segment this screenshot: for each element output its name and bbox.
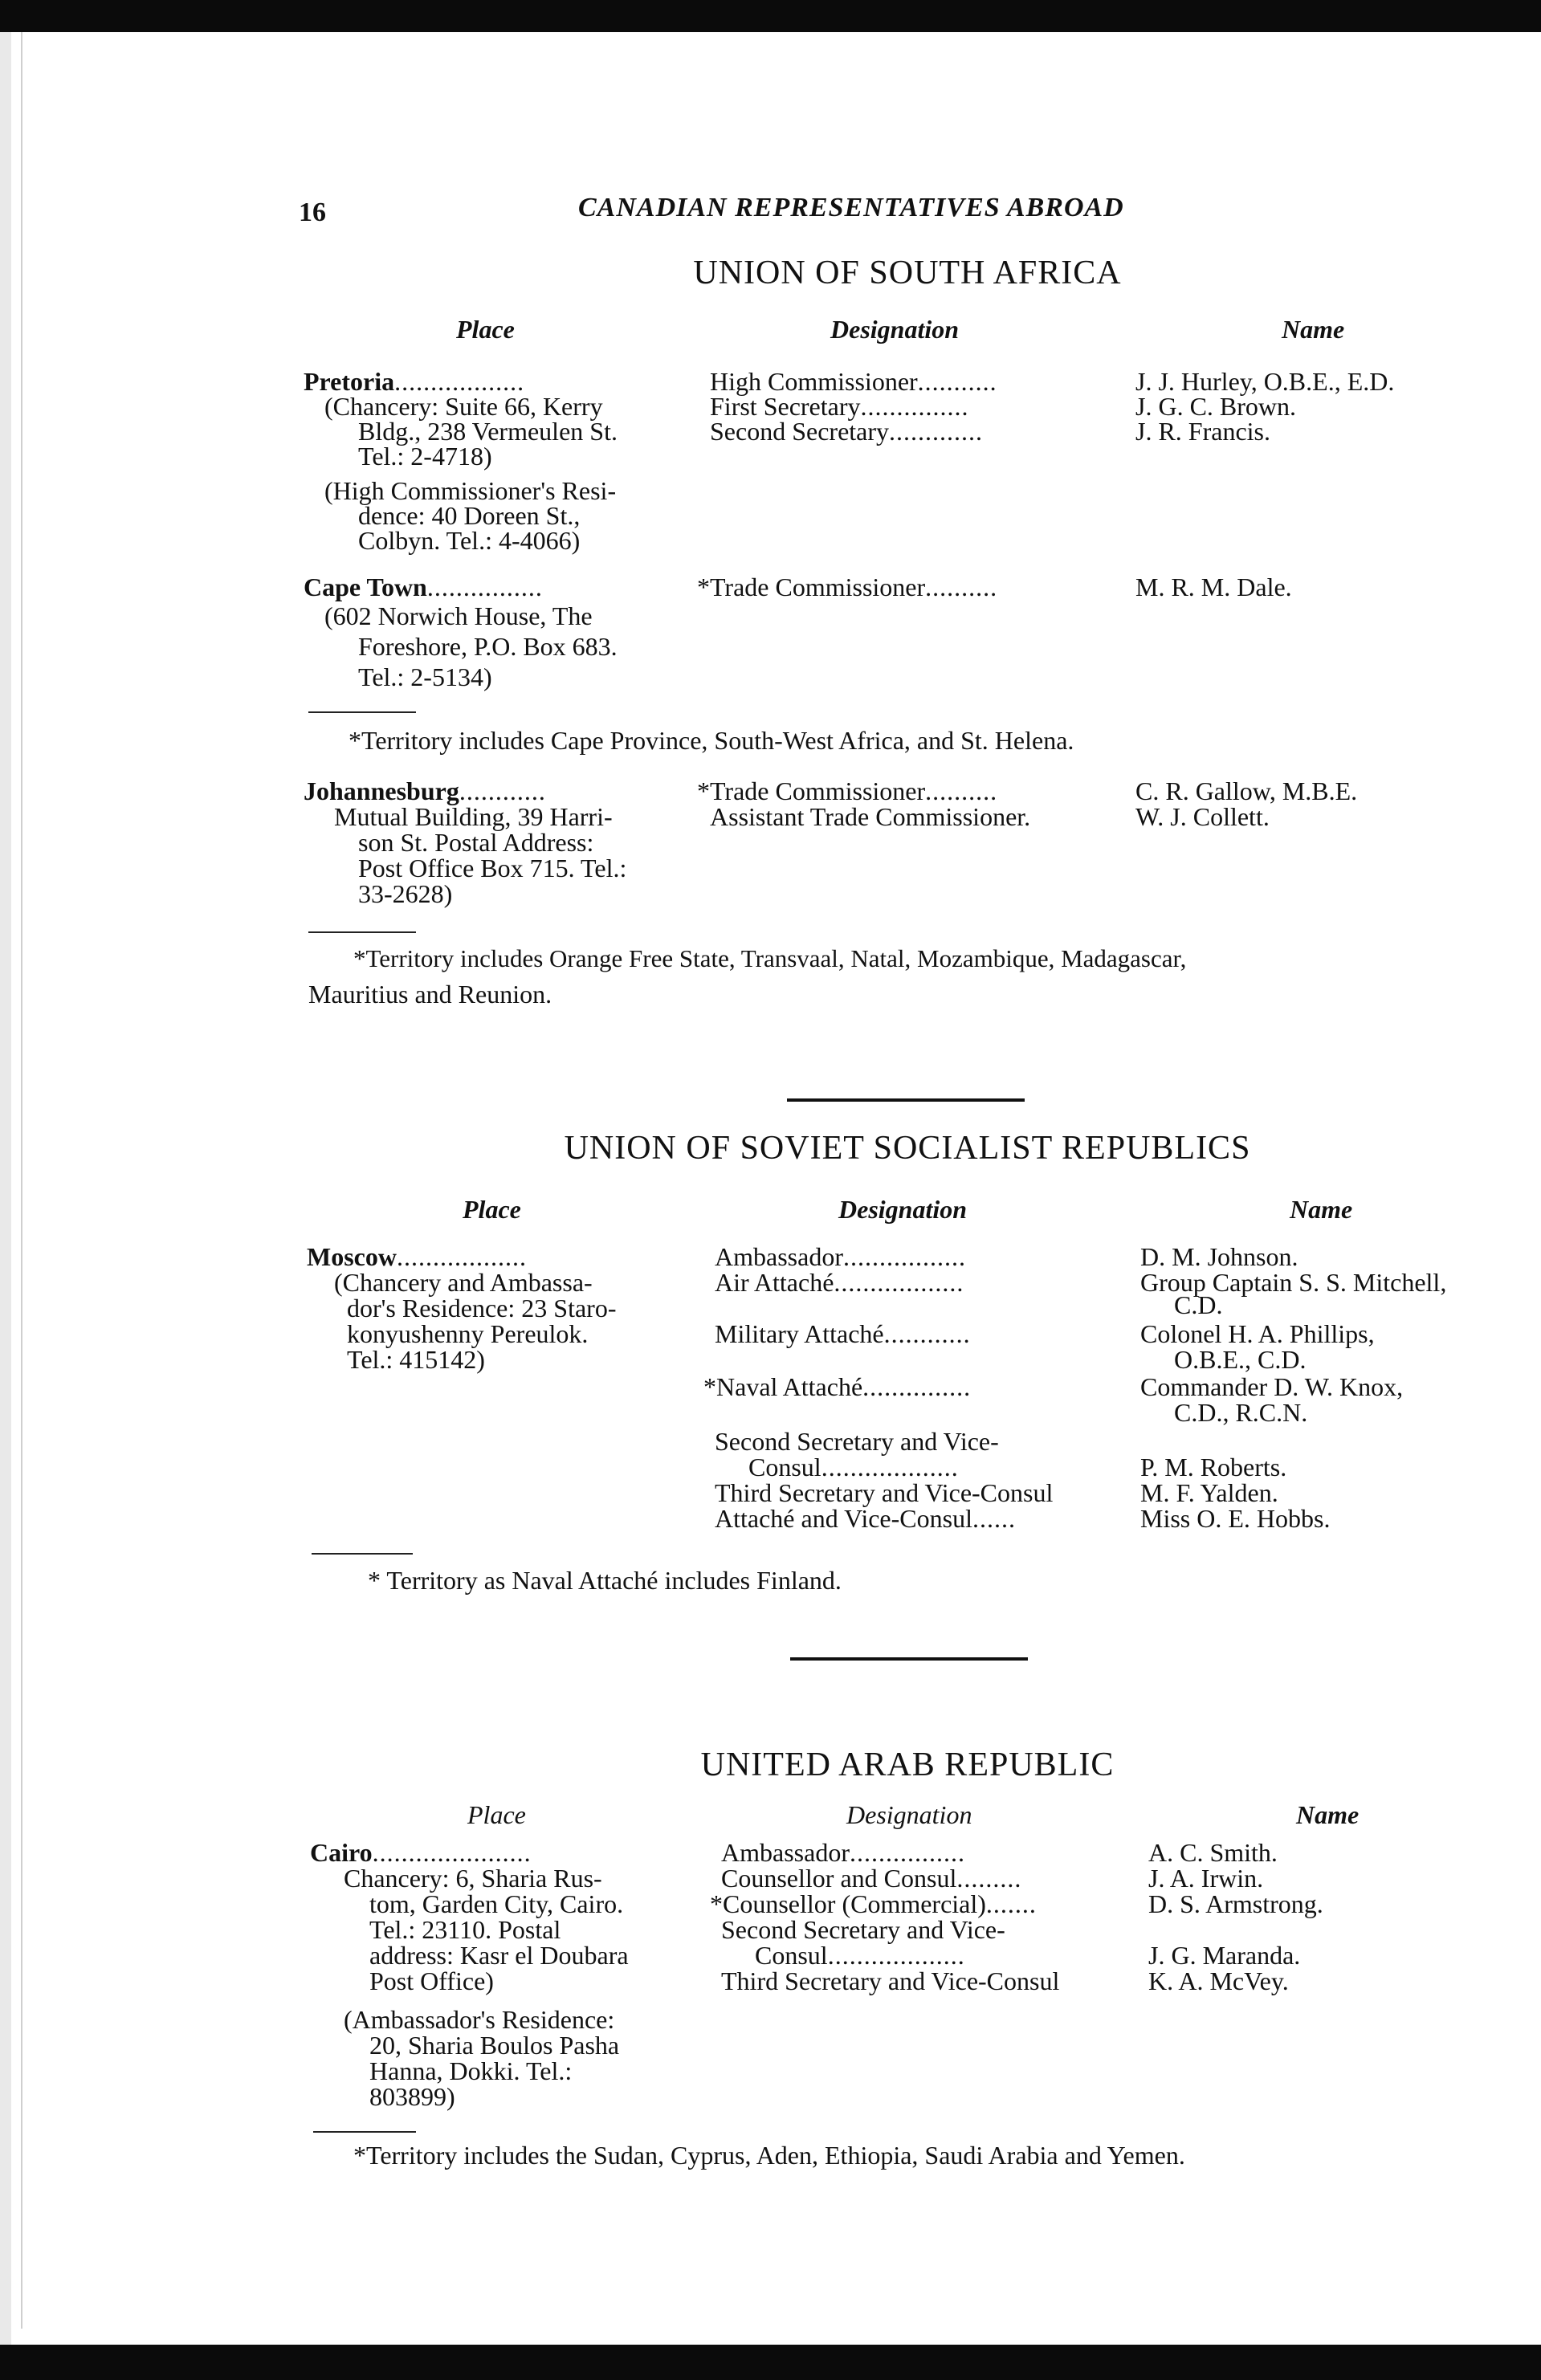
designation: *Trade Commissioner..........: [697, 776, 998, 805]
col-head-name: Name: [1282, 315, 1345, 344]
address-line: (Chancery: Suite 66, Kerry: [324, 392, 603, 421]
footnote-rule: [308, 711, 416, 713]
address-line: 20, Sharia Boulos Pasha: [369, 2031, 620, 2060]
name: K. A. McVey.: [1148, 1966, 1289, 1995]
address-line: Mutual Building, 39 Harri-: [334, 802, 613, 831]
footnote: *Territory includes the Sudan, Cyprus, Aden, Ethiopia, Saudi Arabia and Yemen.: [353, 2141, 1185, 2170]
name: C.D., R.C.N.: [1174, 1398, 1308, 1427]
address-line: son St. Postal Address:: [358, 828, 594, 857]
name: P. M. Roberts.: [1140, 1453, 1287, 1481]
col-head-designation: Designation: [846, 1800, 972, 1829]
footnote: Mauritius and Reunion.: [308, 980, 552, 1009]
section-title-uar: UNITED ARAB REPUBLIC: [700, 1746, 1115, 1783]
scan-left-shadow: [21, 32, 22, 2329]
address-line: (High Commissioner's Resi-: [324, 476, 617, 505]
footnote: *Territory includes Cape Province, South-West Africa, and St. Helena.: [349, 726, 1074, 755]
name: M. F. Yalden.: [1140, 1478, 1278, 1507]
place-cape-town: Cape Town................: [304, 573, 543, 601]
address-line: Tel.: 2-5134): [358, 662, 492, 691]
designation: Second Secretary and Vice-: [715, 1427, 999, 1456]
address-line: 803899): [369, 2082, 455, 2111]
designation: Ambassador................: [721, 1838, 965, 1867]
running-head: CANADIAN REPRESENTATIVES ABROAD: [578, 193, 1124, 222]
name: W. J. Collett.: [1135, 802, 1270, 831]
place-moscow: Moscow..................: [307, 1242, 527, 1271]
address-line: Post Office Box 715. Tel.:: [358, 854, 627, 882]
section-title-ussr: UNION OF SOVIET SOCIALIST REPUBLICS: [564, 1130, 1251, 1167]
name: D. M. Johnson.: [1140, 1242, 1298, 1271]
col-head-place: Place: [456, 315, 515, 344]
designation: High Commissioner...........: [710, 367, 997, 396]
address-line: 33-2628): [358, 879, 453, 908]
address-line: Bldg., 238 Vermeulen St.: [358, 417, 618, 446]
name: Colonel H. A. Phillips,: [1140, 1319, 1375, 1348]
name: J. G. C. Brown.: [1135, 392, 1297, 421]
address-line: dence: 40 Doreen St.,: [358, 501, 581, 530]
section-separator: [790, 1657, 1028, 1661]
address-line: konyushenny Pereulok.: [347, 1319, 589, 1348]
col-head-designation: Designation: [830, 315, 960, 344]
section-separator: [787, 1098, 1025, 1102]
footnote-rule: [312, 1553, 413, 1555]
designation: Third Secretary and Vice-Consul: [721, 1966, 1060, 1995]
scan-top-border: [0, 0, 1541, 32]
designation: Consul...................: [755, 1941, 965, 1970]
scan-left-edge: [0, 32, 11, 2345]
designation: Second Secretary.............: [710, 417, 984, 446]
address-line: tom, Garden City, Cairo.: [369, 1889, 624, 1918]
address-line: (Ambassador's Residence:: [344, 2005, 615, 2034]
section-title-south-africa: UNION OF SOUTH AFRICA: [693, 255, 1122, 291]
name: M. R. M. Dale.: [1135, 573, 1292, 601]
place-johannesburg: Johannesburg............: [304, 776, 546, 805]
designation: *Trade Commissioner..........: [697, 573, 998, 601]
footnote: * Territory as Naval Attaché includes Finland.: [368, 1566, 842, 1595]
address-line: Tel.: 415142): [347, 1345, 485, 1374]
name: Miss O. E. Hobbs.: [1140, 1504, 1331, 1533]
scan-bottom-border: [0, 2345, 1541, 2380]
col-head-name: Name: [1296, 1800, 1360, 1829]
designation: Attaché and Vice-Consul......: [715, 1504, 1016, 1533]
address-line: (602 Norwich House, The: [324, 601, 593, 630]
address-line: Tel.: 23110. Postal: [369, 1915, 561, 1944]
place-cairo: Cairo......................: [310, 1838, 532, 1867]
name: J. A. Irwin.: [1148, 1864, 1264, 1893]
designation: Air Attaché..................: [715, 1268, 964, 1297]
designation: Consul...................: [748, 1453, 959, 1481]
address-line: (Chancery and Ambassa-: [334, 1268, 593, 1297]
name: C.D.: [1174, 1290, 1223, 1319]
designation: Assistant Trade Commissioner.: [710, 802, 1031, 831]
name: J. G. Maranda.: [1148, 1941, 1301, 1970]
col-head-place: Place: [463, 1195, 521, 1224]
designation: Counsellor and Consul.........: [721, 1864, 1022, 1893]
address-line: Chancery: 6, Sharia Rus-: [344, 1864, 602, 1893]
page-number: 16: [299, 198, 326, 227]
name: J. J. Hurley, O.B.E., E.D.: [1135, 367, 1395, 396]
address-line: address: Kasr el Doubara: [369, 1941, 629, 1970]
address-line: Post Office): [369, 1966, 494, 1995]
name: J. R. Francis.: [1135, 417, 1270, 446]
col-head-name: Name: [1290, 1195, 1353, 1224]
name: Commander D. W. Knox,: [1140, 1372, 1404, 1401]
name: Group Captain S. S. Mitchell,: [1140, 1268, 1447, 1297]
name: A. C. Smith.: [1148, 1838, 1278, 1867]
footnote-rule: [313, 2131, 416, 2133]
designation: *Counsellor (Commercial).......: [710, 1889, 1037, 1918]
place-pretoria: Pretoria..................: [304, 367, 525, 396]
address-line: Colbyn. Tel.: 4-4066): [358, 526, 581, 555]
name: C. R. Gallow, M.B.E.: [1135, 776, 1358, 805]
footnote-rule: [308, 931, 416, 933]
address-line: Hanna, Dokki. Tel.:: [369, 2056, 573, 2085]
footnote: *Territory includes Orange Free State, Transvaal, Natal, Mozambique, Madagascar,: [353, 944, 1187, 972]
address-line: dor's Residence: 23 Staro-: [347, 1294, 617, 1322]
designation: First Secretary...............: [710, 392, 969, 421]
address-line: Tel.: 2-4718): [358, 442, 492, 471]
designation: Second Secretary and Vice-: [721, 1915, 1005, 1944]
designation: *Naval Attaché...............: [703, 1372, 972, 1401]
col-head-place: Place: [467, 1800, 526, 1829]
name: D. S. Armstrong.: [1148, 1889, 1323, 1918]
name: O.B.E., C.D.: [1174, 1345, 1307, 1374]
designation: Third Secretary and Vice-Consul: [715, 1478, 1054, 1507]
designation: Military Attaché............: [715, 1319, 971, 1348]
designation: Ambassador.................: [715, 1242, 966, 1271]
col-head-designation: Designation: [838, 1195, 968, 1224]
address-line: Foreshore, P.O. Box 683.: [358, 632, 618, 661]
